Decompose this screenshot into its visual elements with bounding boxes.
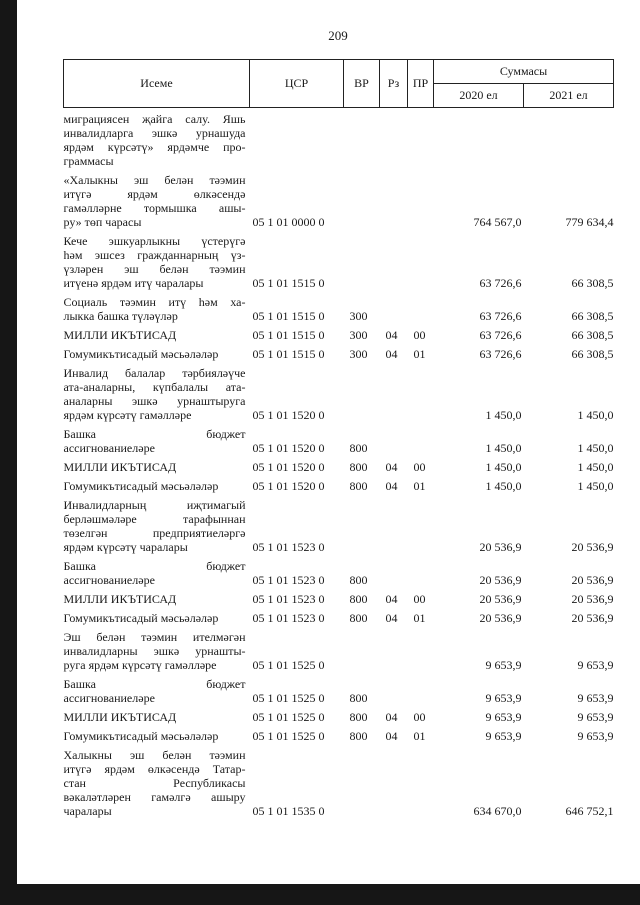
amount-2020-cell: 20 536,9 bbox=[479, 540, 522, 554]
row-name-cell bbox=[64, 324, 250, 343]
row-name-line: вәкаләтләрен гамәлгә ашыру bbox=[63, 790, 246, 804]
amount-2020-cell: 63 726,6 bbox=[479, 309, 522, 323]
rz-code-cell bbox=[380, 673, 408, 706]
amount-2021-cell: 20 536,9 bbox=[571, 611, 614, 625]
rz-code-cell bbox=[380, 494, 408, 555]
vr-code-cell: 800 bbox=[349, 691, 368, 705]
amount-2021-cell: 9 653,9 bbox=[577, 658, 614, 672]
vr-code-cell bbox=[344, 494, 380, 555]
amount-2021-cell: 1 450,0 bbox=[577, 408, 614, 422]
csr-code-cell: 05 1 01 1523 0 bbox=[252, 540, 325, 554]
scan-left-edge bbox=[0, 0, 17, 905]
row-name-line: стан Республикасы bbox=[63, 776, 246, 790]
row-name-line: Эш белән тәэмин ителмәгән bbox=[63, 630, 246, 644]
row-name-line: «Халыкны эш белән тәэмин bbox=[63, 173, 246, 187]
pr-code-cell: 01 bbox=[413, 479, 426, 493]
table-row bbox=[64, 362, 614, 423]
rz-code-cell bbox=[380, 108, 408, 170]
row-name-line: Башка бюджет bbox=[63, 559, 246, 573]
row-name-cell bbox=[64, 494, 250, 555]
pr-code-cell bbox=[408, 494, 434, 555]
header-sums: Суммасы bbox=[434, 60, 614, 84]
amount-2020-cell: 9 653,9 bbox=[485, 729, 522, 743]
row-name-cell bbox=[64, 607, 250, 626]
table-row bbox=[64, 673, 614, 706]
csr-code-cell: 05 1 01 1515 0 bbox=[252, 328, 325, 342]
amount-2020-cell: 9 653,9 bbox=[485, 710, 522, 724]
row-name-line: руга ярдәм күрсәтү гамәлләре bbox=[63, 658, 217, 672]
rz-code-cell: 04 bbox=[385, 347, 398, 361]
amount-2020-cell: 20 536,9 bbox=[479, 573, 522, 587]
row-name-line: МИЛЛИ ИКЪТИСАД bbox=[63, 592, 177, 606]
amount-2020-cell: 63 726,6 bbox=[479, 328, 522, 342]
csr-code-cell: 05 1 01 1515 0 bbox=[252, 309, 325, 323]
row-name-line: Гомумикътисадый мәсьәләләр bbox=[63, 729, 219, 743]
rz-code-cell bbox=[380, 423, 408, 456]
row-name-line: Социаль тәэмин итү һәм ха- bbox=[63, 295, 246, 309]
amount-2020-cell: 1 450,0 bbox=[485, 408, 522, 422]
row-name-line: лыкка башка түләүләр bbox=[63, 309, 178, 323]
rz-code-cell: 04 bbox=[385, 328, 398, 342]
header-name: Исеме bbox=[64, 60, 250, 108]
rz-code-cell bbox=[380, 230, 408, 291]
amount-2020-cell: 9 653,9 bbox=[485, 691, 522, 705]
rz-code-cell bbox=[380, 291, 408, 324]
amount-2020-cell: 1 450,0 bbox=[485, 479, 522, 493]
row-name-cell bbox=[64, 555, 250, 588]
csr-code-cell: 05 1 01 1520 0 bbox=[252, 460, 325, 474]
vr-code-cell: 800 bbox=[349, 460, 368, 474]
row-name-cell bbox=[64, 423, 250, 456]
rz-code-cell: 04 bbox=[385, 460, 398, 474]
row-name-cell bbox=[64, 725, 250, 744]
vr-code-cell: 300 bbox=[349, 309, 368, 323]
vr-code-cell: 800 bbox=[349, 729, 368, 743]
row-name-line: үзләрен эш белән тәэмин bbox=[63, 262, 246, 276]
row-name-line: Кече эшкуарлыкны үстерүгә bbox=[63, 234, 246, 248]
amount-2020-cell: 20 536,9 bbox=[479, 592, 522, 606]
row-name-line: ата-аналарны, күпбалалы ата- bbox=[63, 380, 246, 394]
rz-code-cell: 04 bbox=[385, 611, 398, 625]
rz-code-cell: 04 bbox=[385, 729, 398, 743]
vr-code-cell: 800 bbox=[349, 441, 368, 455]
row-name-line: Халыкны эш белән тәэмин bbox=[63, 748, 246, 762]
csr-code-cell: 05 1 01 1523 0 bbox=[252, 611, 325, 625]
csr-code-cell: 05 1 01 1523 0 bbox=[252, 573, 325, 587]
row-name-line: Гомумикътисадый мәсьәләләр bbox=[63, 479, 219, 493]
amount-2020-cell: 63 726,6 bbox=[479, 276, 522, 290]
amount-2021-cell bbox=[524, 108, 614, 170]
row-name-line: МИЛЛИ ИКЪТИСАД bbox=[63, 328, 177, 342]
table-row bbox=[64, 291, 614, 324]
amount-2021-cell: 646 752,1 bbox=[565, 804, 614, 818]
header-pr: ПР bbox=[408, 60, 434, 108]
row-name-line: берләшмәләре тарафыннан bbox=[63, 512, 246, 526]
row-name-cell bbox=[64, 291, 250, 324]
amount-2021-cell: 66 308,5 bbox=[571, 309, 614, 323]
csr-code-cell: 05 1 01 1525 0 bbox=[252, 691, 325, 705]
amount-2021-cell: 9 653,9 bbox=[577, 691, 614, 705]
row-name-line: төзелгән предприятиеләргә bbox=[63, 526, 246, 540]
pr-code-cell: 01 bbox=[413, 611, 426, 625]
row-name-line: Башка бюджет bbox=[63, 427, 246, 441]
table-row bbox=[64, 494, 614, 555]
csr-code-cell: 05 1 01 1525 0 bbox=[252, 658, 325, 672]
row-name-line: ассигнованиеләре bbox=[63, 441, 155, 455]
header-rz: Рз bbox=[380, 60, 408, 108]
amount-2021-cell: 1 450,0 bbox=[577, 460, 614, 474]
budget-table bbox=[63, 59, 614, 819]
row-name-line: итүгә ярдәм өлкәсендә Татар- bbox=[63, 762, 246, 776]
table-row bbox=[64, 588, 614, 607]
csr-code-cell: 05 1 01 1523 0 bbox=[252, 592, 325, 606]
rz-code-cell bbox=[380, 744, 408, 819]
pr-code-cell bbox=[408, 744, 434, 819]
rz-code-cell: 04 bbox=[385, 710, 398, 724]
amount-2021-cell: 1 450,0 bbox=[577, 479, 614, 493]
rz-code-cell: 04 bbox=[385, 592, 398, 606]
row-name-line: итүенә ярдәм итү чаралары bbox=[63, 276, 204, 290]
pr-code-cell bbox=[408, 291, 434, 324]
pr-code-cell bbox=[408, 362, 434, 423]
pr-code-cell bbox=[408, 555, 434, 588]
row-name-line: Гомумикътисадый мәсьәләләр bbox=[63, 611, 219, 625]
table-row bbox=[64, 706, 614, 725]
amount-2020-cell: 20 536,9 bbox=[479, 611, 522, 625]
row-name-line: инвалидларны эшкә урнашты- bbox=[63, 644, 246, 658]
pr-code-cell: 00 bbox=[413, 460, 426, 474]
scan-bottom-edge bbox=[0, 884, 640, 905]
table-body bbox=[64, 108, 614, 820]
row-name-cell bbox=[64, 362, 250, 423]
row-name-cell bbox=[64, 626, 250, 673]
amount-2020-cell: 9 653,9 bbox=[485, 658, 522, 672]
amount-2021-cell: 9 653,9 bbox=[577, 729, 614, 743]
row-name-line: инвалидларга эшкә урнашуда bbox=[63, 126, 246, 140]
amount-2021-cell: 20 536,9 bbox=[571, 592, 614, 606]
row-name-line: ассигнованиеләре bbox=[63, 691, 155, 705]
vr-code-cell: 300 bbox=[349, 347, 368, 361]
vr-code-cell bbox=[344, 744, 380, 819]
rz-code-cell: 04 bbox=[385, 479, 398, 493]
pr-code-cell bbox=[408, 230, 434, 291]
row-name-line: ярдәм күрсәтү гамәлләре bbox=[63, 408, 192, 422]
vr-code-cell: 800 bbox=[349, 611, 368, 625]
amount-2020-cell: 1 450,0 bbox=[485, 441, 522, 455]
pr-code-cell bbox=[408, 626, 434, 673]
amount-2020-cell: 764 567,0 bbox=[473, 215, 522, 229]
table-row bbox=[64, 626, 614, 673]
amount-2021-cell: 66 308,5 bbox=[571, 276, 614, 290]
table-row bbox=[64, 423, 614, 456]
amount-2020-cell bbox=[434, 108, 524, 170]
row-name-line: аналарны эшкә урнаштыруга bbox=[63, 394, 246, 408]
row-name-cell bbox=[64, 230, 250, 291]
row-name-cell bbox=[64, 108, 250, 170]
row-name-cell bbox=[64, 706, 250, 725]
amount-2021-cell: 66 308,5 bbox=[571, 328, 614, 342]
row-name-line: ярдәм күрсәтү» ярдәмче про- bbox=[63, 140, 246, 154]
amount-2021-cell: 20 536,9 bbox=[571, 573, 614, 587]
vr-code-cell bbox=[344, 362, 380, 423]
rz-code-cell bbox=[380, 362, 408, 423]
row-name-line: Гомумикътисадый мәсьәләләр bbox=[63, 347, 219, 361]
row-name-line: итүгә ярдәм өлкәсендә bbox=[63, 187, 246, 201]
vr-code-cell bbox=[344, 108, 380, 170]
header-csr: ЦСР bbox=[250, 60, 344, 108]
row-name-cell bbox=[64, 673, 250, 706]
vr-code-cell: 800 bbox=[349, 479, 368, 493]
csr-code-cell: 05 1 01 1520 0 bbox=[252, 441, 325, 455]
table-row bbox=[64, 324, 614, 343]
amount-2021-cell: 20 536,9 bbox=[571, 540, 614, 554]
pr-code-cell bbox=[408, 108, 434, 170]
csr-code-cell bbox=[250, 108, 344, 170]
table-row bbox=[64, 169, 614, 230]
table-row bbox=[64, 555, 614, 588]
table-row bbox=[64, 744, 614, 819]
csr-code-cell: 05 1 01 1525 0 bbox=[252, 729, 325, 743]
vr-code-cell: 800 bbox=[349, 592, 368, 606]
rz-code-cell bbox=[380, 626, 408, 673]
pr-code-cell bbox=[408, 673, 434, 706]
row-name-line: МИЛЛИ ИКЪТИСАД bbox=[63, 710, 177, 724]
amount-2021-cell: 66 308,5 bbox=[571, 347, 614, 361]
table-row bbox=[64, 607, 614, 626]
vr-code-cell: 800 bbox=[349, 710, 368, 724]
row-name-line: граммасы bbox=[63, 154, 114, 168]
csr-code-cell: 05 1 01 1535 0 bbox=[252, 804, 325, 818]
table-row bbox=[64, 456, 614, 475]
amount-2020-cell: 1 450,0 bbox=[485, 460, 522, 474]
amount-2021-cell: 779 634,4 bbox=[565, 215, 614, 229]
csr-code-cell: 05 1 01 1520 0 bbox=[252, 479, 325, 493]
pr-code-cell bbox=[408, 423, 434, 456]
csr-code-cell: 05 1 01 1515 0 bbox=[252, 276, 325, 290]
page-number: 209 bbox=[328, 28, 348, 43]
header-vr: ВР bbox=[344, 60, 380, 108]
amount-2021-cell: 9 653,9 bbox=[577, 710, 614, 724]
row-name-line: миграциясен җайга салу. Яшь bbox=[63, 112, 246, 126]
pr-code-cell: 00 bbox=[413, 328, 426, 342]
vr-code-cell bbox=[344, 169, 380, 230]
table-header bbox=[64, 60, 614, 108]
row-name-line: Башка бюджет bbox=[63, 677, 246, 691]
header-year-2020: 2020 ел bbox=[434, 84, 524, 108]
csr-code-cell: 05 1 01 0000 0 bbox=[252, 215, 325, 229]
pr-code-cell bbox=[408, 169, 434, 230]
csr-code-cell: 05 1 01 1525 0 bbox=[252, 710, 325, 724]
csr-code-cell: 05 1 01 1515 0 bbox=[252, 347, 325, 361]
row-name-cell bbox=[64, 744, 250, 819]
rz-code-cell bbox=[380, 555, 408, 588]
pr-code-cell: 00 bbox=[413, 592, 426, 606]
pr-code-cell: 00 bbox=[413, 710, 426, 724]
row-name-cell bbox=[64, 169, 250, 230]
row-name-line: чаралары bbox=[63, 804, 112, 818]
amount-2020-cell: 634 670,0 bbox=[473, 804, 522, 818]
vr-code-cell bbox=[344, 230, 380, 291]
row-name-cell bbox=[64, 588, 250, 607]
row-name-cell bbox=[64, 456, 250, 475]
table-row bbox=[64, 475, 614, 494]
amount-2021-cell: 1 450,0 bbox=[577, 441, 614, 455]
table-row bbox=[64, 725, 614, 744]
rz-code-cell bbox=[380, 169, 408, 230]
row-name-line: ярдәм күрсәтү чаралары bbox=[63, 540, 188, 554]
row-name-line: гамәлләрне тормышка ашы- bbox=[63, 201, 246, 215]
table-row bbox=[64, 108, 614, 170]
amount-2020-cell: 63 726,6 bbox=[479, 347, 522, 361]
row-name-line: ассигнованиеләре bbox=[63, 573, 155, 587]
row-name-cell bbox=[64, 475, 250, 494]
row-name-cell bbox=[64, 343, 250, 362]
row-name-line: Инвалидларның иҗтимагый bbox=[63, 498, 246, 512]
row-name-line: һәм эшсез гражданнарның үз- bbox=[63, 248, 246, 262]
header-year-2021: 2021 ел bbox=[524, 84, 614, 108]
row-name-line: ру» төп чарасы bbox=[63, 215, 142, 229]
table-row bbox=[64, 343, 614, 362]
vr-code-cell: 300 bbox=[349, 328, 368, 342]
vr-code-cell bbox=[344, 626, 380, 673]
pr-code-cell: 01 bbox=[413, 729, 426, 743]
row-name-line: Инвалид балалар тәрбияләүче bbox=[63, 366, 246, 380]
table-row bbox=[64, 230, 614, 291]
row-name-line: МИЛЛИ ИКЪТИСАД bbox=[63, 460, 177, 474]
csr-code-cell: 05 1 01 1520 0 bbox=[252, 408, 325, 422]
pr-code-cell: 01 bbox=[413, 347, 426, 361]
vr-code-cell: 800 bbox=[349, 573, 368, 587]
